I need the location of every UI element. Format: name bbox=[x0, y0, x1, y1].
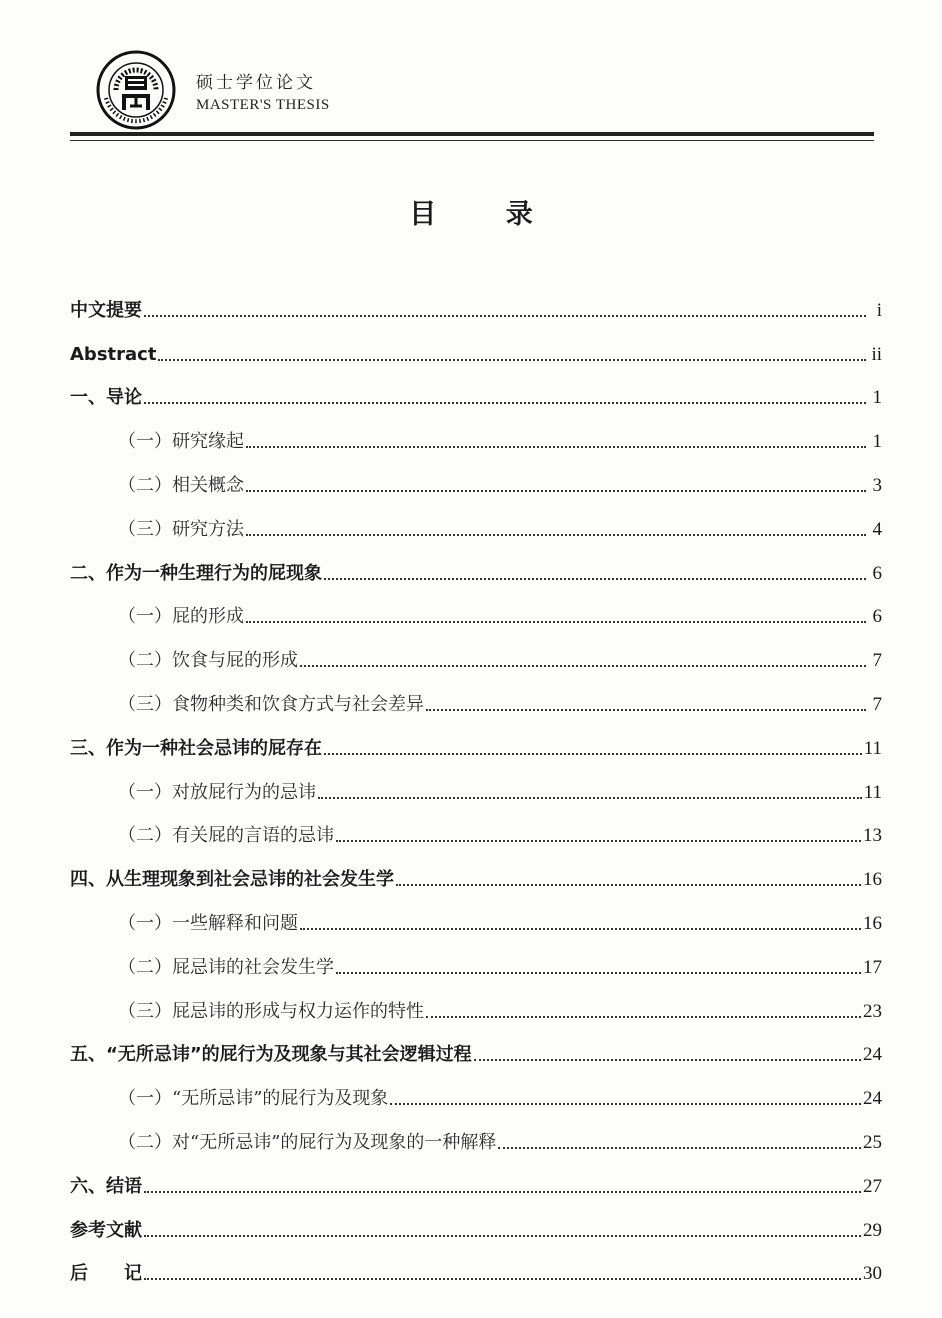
toc-dot-leader bbox=[324, 753, 862, 755]
toc-entry-page-number: 11 bbox=[863, 781, 882, 803]
toc-entry[interactable] bbox=[70, 541, 882, 585]
toc-entry[interactable] bbox=[70, 409, 882, 453]
toc-dot-leader bbox=[144, 1235, 861, 1237]
toc-entry-label: 三、作为一种社会忌讳的屁存在 bbox=[70, 737, 322, 759]
toc-entry-label: （三）屁忌讳的形成与权力运作的特性 bbox=[118, 1000, 424, 1022]
toc-entry[interactable] bbox=[70, 1242, 882, 1286]
toc-entry[interactable] bbox=[70, 760, 882, 804]
toc-entry-label: 五、“无所忌讳”的屁行为及现象与其社会逻辑过程 bbox=[70, 1044, 472, 1066]
toc-dot-leader bbox=[396, 884, 861, 886]
toc-entry-label: Abstract bbox=[70, 343, 157, 365]
toc-entry-label: （三）研究方法 bbox=[118, 518, 244, 540]
toc-entry-page-number: 23 bbox=[863, 1000, 882, 1022]
toc-dot-leader bbox=[336, 840, 861, 842]
toc-entry[interactable] bbox=[70, 804, 882, 848]
toc-dot-leader bbox=[246, 446, 866, 448]
toc-dot-leader bbox=[426, 1016, 861, 1018]
toc-entry-label: （一）研究缘起 bbox=[118, 431, 244, 453]
toc-entry-page-number: 29 bbox=[863, 1219, 882, 1241]
toc-dot-leader bbox=[246, 490, 866, 492]
toc-entry-page-number: 24 bbox=[863, 1088, 882, 1110]
toc-dot-leader bbox=[246, 621, 866, 623]
toc-dot-leader bbox=[300, 928, 861, 930]
toc-dot-leader bbox=[144, 315, 866, 317]
toc-entry-page-number: 16 bbox=[863, 912, 882, 934]
toc-entry-page-number: ii bbox=[871, 343, 882, 365]
toc-entry[interactable] bbox=[70, 453, 882, 497]
toc-entry-page-number: 30 bbox=[863, 1263, 882, 1285]
toc-entry-page-number: 1 bbox=[872, 387, 882, 409]
toc-entry[interactable] bbox=[70, 935, 882, 979]
toc-entry-page-number: i bbox=[876, 299, 882, 321]
toc-entry-page-number: 11 bbox=[863, 737, 882, 759]
header-rule-thin bbox=[70, 140, 874, 141]
toc-entry-page-number: 3 bbox=[872, 474, 882, 496]
toc-entry-label: 参考文献 bbox=[70, 1219, 142, 1241]
toc-dot-leader bbox=[474, 1059, 861, 1061]
toc-entry-label: （一）对放屁行为的忌讳 bbox=[118, 781, 316, 803]
toc-entry-page-number: 16 bbox=[863, 869, 882, 891]
toc-entry[interactable] bbox=[70, 716, 882, 760]
toc-entry[interactable] bbox=[70, 891, 882, 935]
toc-entry-label: （一）“无所忌讳”的屁行为及现象 bbox=[118, 1088, 389, 1110]
toc-entry[interactable] bbox=[70, 585, 882, 629]
toc-entry-page-number: 7 bbox=[872, 693, 882, 715]
toc-entry-label: 六、结语 bbox=[70, 1175, 142, 1197]
toc-entry-label: 后 记 bbox=[70, 1263, 142, 1285]
toc-entry[interactable] bbox=[70, 366, 882, 410]
toc-entry-page-number: 17 bbox=[863, 956, 882, 978]
thesis-label-cn: 硕士学位论文 bbox=[196, 73, 316, 93]
page-header bbox=[96, 50, 876, 130]
toc-entry-label: （二）对“无所忌讳”的屁行为及现象的一种解释 bbox=[118, 1131, 497, 1153]
toc-entry-label: （二）有关屁的言语的忌讳 bbox=[118, 825, 334, 847]
toc-entry-page-number: 25 bbox=[863, 1131, 882, 1153]
toc-entry[interactable] bbox=[70, 628, 882, 672]
toc-entry-label: 二、作为一种生理行为的屁现象 bbox=[70, 562, 322, 584]
toc-dot-leader bbox=[158, 359, 866, 361]
table-of-contents bbox=[70, 278, 882, 1285]
toc-dot-leader bbox=[336, 972, 861, 974]
toc-entry-page-number: 24 bbox=[863, 1044, 882, 1066]
thesis-label-en: MASTER'S THESIS bbox=[196, 97, 330, 113]
toc-dot-leader bbox=[246, 534, 866, 536]
toc-dot-leader bbox=[144, 402, 866, 404]
toc-entry-label: （三）食物种类和饮食方式与社会差异 bbox=[118, 693, 424, 715]
toc-entry-label: 四、从生理现象到社会忌讳的社会发生学 bbox=[70, 869, 394, 891]
toc-entry[interactable] bbox=[70, 1110, 882, 1154]
toc-entry-label: （一）屁的形成 bbox=[118, 606, 244, 628]
toc-entry[interactable] bbox=[70, 1154, 882, 1198]
toc-dot-leader bbox=[390, 1103, 861, 1105]
toc-entry-page-number: 6 bbox=[872, 562, 882, 584]
toc-entry-label: 一、导论 bbox=[70, 387, 142, 409]
toc-entry-label: （二）饮食与屁的形成 bbox=[118, 650, 298, 672]
toc-entry-label: 中文提要 bbox=[70, 299, 142, 321]
toc-entry-page-number: 27 bbox=[863, 1175, 882, 1197]
university-seal-icon bbox=[96, 50, 176, 130]
toc-entry-label: （一）一些解释和问题 bbox=[118, 912, 298, 934]
header-rule-thick bbox=[70, 132, 874, 136]
toc-entry[interactable] bbox=[70, 322, 882, 366]
toc-entry[interactable] bbox=[70, 1066, 882, 1110]
toc-entry-page-number: 4 bbox=[872, 518, 882, 540]
toc-dot-leader bbox=[300, 665, 866, 667]
toc-entry[interactable] bbox=[70, 1023, 882, 1067]
toc-entry[interactable] bbox=[70, 979, 882, 1023]
toc-entry[interactable] bbox=[70, 847, 882, 891]
toc-entry-page-number: 6 bbox=[872, 606, 882, 628]
toc-dot-leader bbox=[426, 709, 866, 711]
toc-entry-label: （二）相关概念 bbox=[118, 474, 244, 496]
toc-dot-leader bbox=[498, 1147, 861, 1149]
toc-entry[interactable] bbox=[70, 278, 882, 322]
toc-entry-page-number: 1 bbox=[872, 431, 882, 453]
toc-entry[interactable] bbox=[70, 497, 882, 541]
toc-dot-leader bbox=[144, 1278, 861, 1280]
toc-entry[interactable] bbox=[70, 672, 882, 716]
toc-entry-page-number: 7 bbox=[872, 650, 882, 672]
toc-dot-leader bbox=[144, 1191, 861, 1193]
toc-dot-leader bbox=[318, 797, 862, 799]
toc-entry-page-number: 13 bbox=[863, 825, 882, 847]
page-title: 目 录 bbox=[409, 199, 563, 230]
toc-entry[interactable] bbox=[70, 1198, 882, 1242]
toc-dot-leader bbox=[324, 578, 866, 580]
toc-entry-label: （二）屁忌讳的社会发生学 bbox=[118, 956, 334, 978]
